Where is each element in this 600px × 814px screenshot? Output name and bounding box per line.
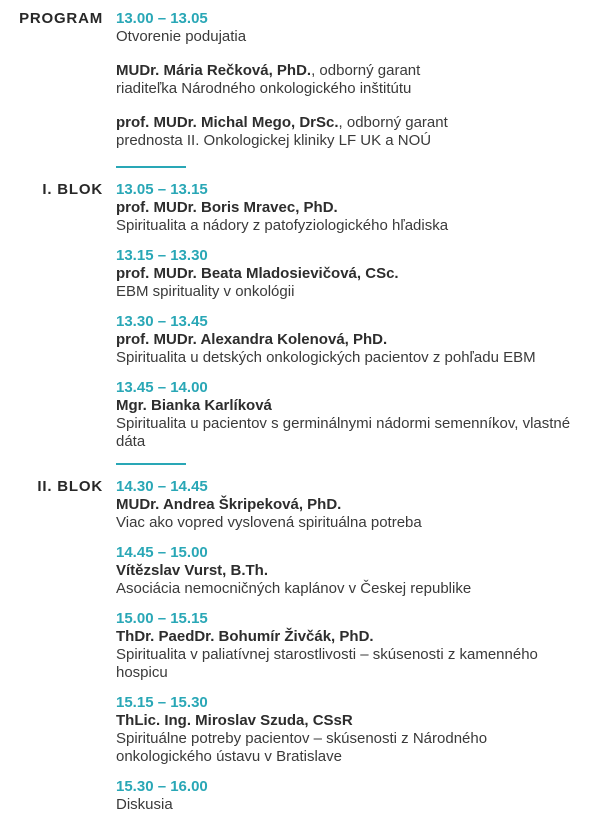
program-entry xyxy=(116,478,590,532)
section-divider xyxy=(116,463,186,465)
entry-speaker-line xyxy=(116,628,590,646)
section-content xyxy=(116,10,590,181)
speaker-role: , odborný garant xyxy=(311,62,421,79)
section-label: I. BLOK xyxy=(42,181,103,198)
program-entry xyxy=(116,114,590,150)
entry-time: 13.15 – 13.30 xyxy=(116,247,208,264)
program-entry xyxy=(116,778,590,814)
entry-speaker-line xyxy=(116,199,590,217)
entry-description: Spiritualita u pacientov s germinálnymi nádormi semenníkov, vlastné dáta xyxy=(116,415,571,450)
section-content xyxy=(116,478,590,814)
program-section xyxy=(0,478,590,814)
entry-time: 14.45 – 15.00 xyxy=(116,544,208,561)
entry-time: 13.05 – 13.15 xyxy=(116,181,208,198)
speaker-name: prof. MUDr. Boris Mravec, PhD. xyxy=(116,199,338,216)
speaker-name: ThDr. PaedDr. Bohumír Živčák, PhD. xyxy=(116,628,374,645)
program-entry xyxy=(116,379,590,451)
entry-time: 15.00 – 15.15 xyxy=(116,610,208,627)
entry-time: 15.15 – 15.30 xyxy=(116,694,208,711)
entry-description: Otvorenie podujatia xyxy=(116,28,247,45)
entry-description: riaditeľka Národného onkologického inštitútu xyxy=(116,80,412,97)
section-divider xyxy=(116,166,186,168)
section-label: PROGRAM xyxy=(19,10,103,27)
entry-time: 15.30 – 16.00 xyxy=(116,778,208,795)
program-entry xyxy=(116,247,590,301)
entry-time: 13.45 – 14.00 xyxy=(116,379,208,396)
program-section xyxy=(0,181,590,478)
entry-speaker-line xyxy=(116,114,590,132)
entry-description: onkologického ústavu v Bratislave xyxy=(116,748,342,765)
entry-speaker-line xyxy=(116,331,590,349)
entry-description: Spiritualita v paliatívnej starostlivosti – skúsenosti z kamenného hospicu xyxy=(116,646,538,681)
program-entry xyxy=(116,181,590,235)
program-entry xyxy=(116,694,590,766)
entry-description: Asociácia nemocničných kaplánov v Českej republike xyxy=(116,580,472,597)
program-entry xyxy=(116,10,590,46)
section-content xyxy=(116,181,590,478)
speaker-name: Mgr. Bianka Karlíková xyxy=(116,397,272,414)
entry-speaker-line xyxy=(116,62,590,80)
entry-speaker-line xyxy=(116,397,590,415)
speaker-name: prof. MUDr. Beata Mladosievičová, CSc. xyxy=(116,265,399,282)
program-section xyxy=(0,10,590,181)
entry-speaker-line xyxy=(116,712,590,730)
entry-description: Viac ako vopred vyslovená spirituálna potreba xyxy=(116,514,422,531)
entry-description: prednosta II. Onkologickej kliniky LF UK a NOÚ xyxy=(116,132,432,149)
entry-time: 14.30 – 14.45 xyxy=(116,478,208,495)
entry-time: 13.30 – 13.45 xyxy=(116,313,208,330)
speaker-name: MUDr. Mária Rečková, PhD. xyxy=(116,62,312,79)
entry-description: Spiritualita a nádory z patofyziologického hľadiska xyxy=(116,217,449,234)
speaker-name: Vítězslav Vurst, B.Th. xyxy=(116,562,268,579)
entry-description: EBM spirituality v onkológii xyxy=(116,283,295,300)
entry-description: Spirituálne potreby pacientov – skúsenosti z Národného xyxy=(116,730,488,747)
program-entry xyxy=(116,62,590,98)
program-entry xyxy=(116,313,590,367)
program-entry xyxy=(116,610,590,682)
program-entry xyxy=(116,544,590,598)
entry-description: Spiritualita u detských onkologických pacientov z pohľadu EBM xyxy=(116,349,536,366)
section-label: II. BLOK xyxy=(37,478,103,495)
speaker-role: , odborný garant xyxy=(338,114,448,131)
speaker-name: ThLic. Ing. Miroslav Szuda, CSsR xyxy=(116,712,353,729)
speaker-name: MUDr. Andrea Škripeková, PhD. xyxy=(116,496,342,513)
entry-speaker-line xyxy=(116,496,590,514)
entry-speaker-line xyxy=(116,265,590,283)
speaker-name: prof. MUDr. Alexandra Kolenová, PhD. xyxy=(116,331,388,348)
entry-description: Diskusia xyxy=(116,796,173,813)
speaker-name: prof. MUDr. Michal Mego, DrSc. xyxy=(116,114,339,131)
entry-time: 13.00 – 13.05 xyxy=(116,10,208,27)
entry-speaker-line xyxy=(116,562,590,580)
